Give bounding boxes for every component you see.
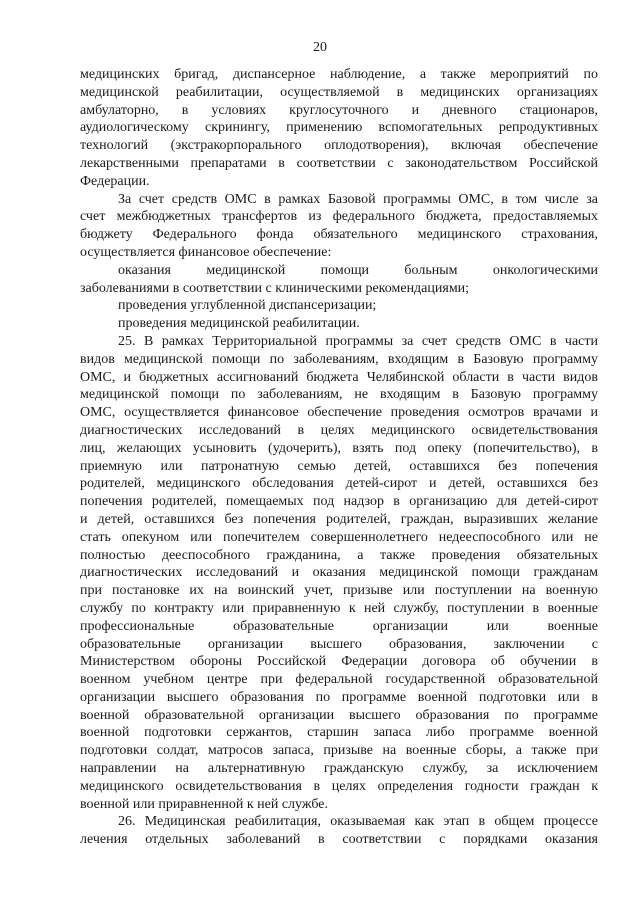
text-line: проведения углубленной диспансеризации; <box>118 298 377 314</box>
text-line: профессиональные образовательные организации или военные <box>80 618 598 634</box>
text-line: военном учебном центре при федеральной государственной образовательной <box>80 672 598 688</box>
text-line: и детей, оставшихся без попечения родителей, граждан, выразивших желание <box>80 511 598 527</box>
text-line: при постановке их на воинский учет, призыве или поступлении на военную <box>80 583 598 599</box>
text-line: приемную или патронатную семью детей, оставшихся без попечения <box>80 458 598 474</box>
text-line: оказания медицинской помощи больным онкологическими <box>118 262 598 278</box>
text-line: аудиологическому скринингу, применению вспомогательных репродуктивных <box>80 120 598 136</box>
text-line: ОМС, осуществляется финансовое обеспечение проведения осмотров врачами и <box>80 405 598 421</box>
text-line: бюджету Федерального фонда обязательного медицинского страхования, <box>80 227 598 243</box>
text-line: видов медицинской помощи по заболеваниям, входящим в Базовую программу <box>80 351 598 367</box>
text-line: медицинского освидетельствования в целях определения годности граждан к <box>80 778 598 794</box>
page-number: 20 <box>313 40 327 55</box>
text-line: направлении на альтернативную гражданскую службу, за исключением <box>80 761 598 777</box>
text-line: медицинских бригад, диспансерное наблюдение, а также мероприятий по <box>80 67 598 82</box>
text-line: технологий (экстракорпорального оплодотворения), включая обеспечение <box>80 138 598 154</box>
text-line: Федерации. <box>80 173 150 189</box>
text-line: медицинской помощи по заболеваниям, не входящим в Базовую программу <box>80 387 598 403</box>
text-line: организации высшего образования по программе военной подготовки или в <box>80 689 598 705</box>
text-line: службу по контракту или приравненную к ней службу, поступлении в военные <box>80 600 598 616</box>
text-line: полностью дееспособного гражданина, а также проведения обязательных <box>80 547 598 563</box>
text-line: проведения медицинской реабилитации. <box>118 316 360 332</box>
text-line: ОМС, и бюджетных ассигнований бюджета Челябинской области в части видов <box>80 369 598 385</box>
text-line: осуществляется финансовое обеспечение: <box>80 244 332 260</box>
text-line: 25. В рамках Территориальной программы за счет средств ОМС в части <box>118 333 598 349</box>
text-line: лиц, желающих усыновить (удочерить), взять под опеку (попечительство), в <box>80 440 598 456</box>
text-line: военной образовательной организации высшего образования по программе <box>80 707 598 723</box>
document-body <box>80 66 598 849</box>
text-line: военной или приравненной к ней службе. <box>80 796 328 812</box>
text-line: лечения отдельных заболеваний в соответствии с порядками оказания <box>80 832 598 848</box>
text-line: стать опекуном или попечителем совершеннолетнего недееспособного или не <box>80 529 598 545</box>
text-line: медицинской реабилитации, осуществляемой в медицинских организациях <box>80 84 598 100</box>
text-line: образовательные организации высшего образования, заключении с <box>80 636 598 652</box>
text-line: попечения родителей, помещаемых под надзор в организацию для детей-сирот <box>80 494 598 510</box>
text-line: родителей, медицинского обследования детей-сирот и детей, оставшихся без <box>80 476 598 492</box>
text-line: диагностических исследований и оказания медицинской помощи гражданам <box>80 565 598 581</box>
text-line: амбулаторно, в условиях круглосуточного и дневного стационаров, <box>80 102 598 118</box>
text-line: диагностических исследований в целях медицинского освидетельствования <box>80 422 598 438</box>
text-line: военной подготовки сержантов, старшин запаса либо программе военной <box>80 725 598 741</box>
text-line: заболеваниями в соответствии с клиническими рекомендациями; <box>80 280 470 296</box>
text-line: лекарственными препаратами в соответствии с законодательством Российской <box>80 155 598 171</box>
text-line: 26. Медицинская реабилитация, оказываемая как этап в общем процессе <box>118 814 598 830</box>
text-line: Министерством обороны Российской Федерации договора об обучении в <box>80 654 598 670</box>
text-line: подготовки солдат, матросов запаса, призыве на военные сборы, а также при <box>80 743 598 759</box>
text-line: За счет средств ОМС в рамках Базовой программы ОМС, в том числе за <box>118 191 598 207</box>
text-line: счет межбюджетных трансфертов из федерального бюджета, предоставляемых <box>80 209 598 225</box>
